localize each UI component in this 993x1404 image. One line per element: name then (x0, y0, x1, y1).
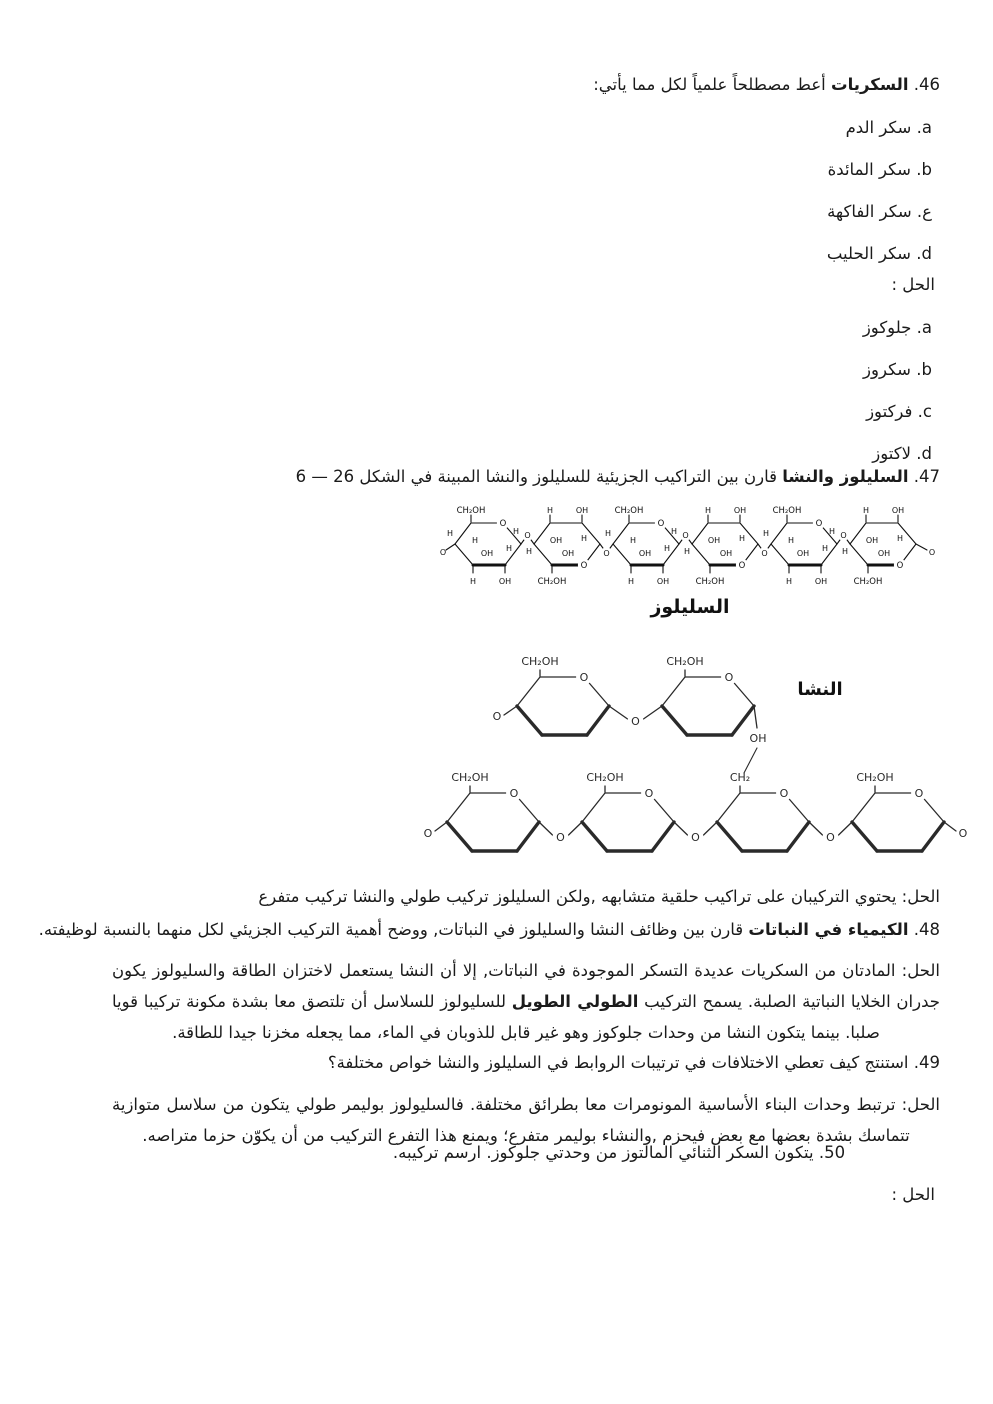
svg-text:H: H (469, 577, 477, 586)
svg-text:O: O (914, 786, 924, 800)
solution-49: الحل: ترتبط وحدات البناء الأساسية المونومرات معا بطرائق مختلفة. فالسليولوز بوليمر طولي يتكون من سلاسل متوازية تتماسك بشدة بعضها مع بعض فيحزم ,والنشاء بوليمر متفرع؛ ويمنع هذا التفرع التركيب من أن يكوّن حزما متراصه. (112, 1094, 940, 1145)
svg-text:H: H (670, 527, 678, 536)
question-46 (593, 74, 940, 95)
svg-text:O: O (492, 710, 502, 723)
list-item (866, 401, 932, 422)
svg-text:H: H (525, 547, 533, 556)
svg-text:O: O (958, 827, 968, 840)
item-text: لاكتوز (872, 443, 912, 463)
svg-text:O: O (761, 548, 768, 558)
svg-text:H: H (512, 527, 520, 536)
svg-text:OH: OH (498, 577, 512, 586)
svg-text:O: O (579, 670, 589, 684)
item-text: سكر الفاكهة (827, 201, 912, 221)
svg-text:OH: OH (796, 549, 810, 558)
item-letter: a. (916, 317, 932, 337)
cellulose-figure-caption: السليلوز (650, 596, 730, 618)
svg-text:OH: OH (638, 549, 652, 558)
svg-text:H: H (896, 534, 904, 543)
svg-text:OH: OH (865, 536, 879, 545)
svg-text:O: O (657, 519, 665, 530)
svg-text:OH: OH (656, 577, 670, 586)
svg-text:OH: OH (719, 549, 733, 558)
question-47-keyword: السليلوز والنشا (782, 466, 909, 486)
svg-text:CH₂OH: CH₂OH (614, 506, 644, 516)
svg-text:H: H (580, 534, 588, 543)
item-text: سكر المائدة (827, 159, 912, 179)
svg-text:CH₂OH: CH₂OH (695, 577, 725, 587)
svg-text:O: O (499, 519, 507, 530)
svg-text:O: O (631, 714, 640, 728)
svg-text:CH₂OH: CH₂OH (451, 771, 489, 784)
solution-47: الحل: يحتوي التركيبان على تراكيب حلقية متشابهه ,ولكن السليلوز تركيب طولي والنشا تركيب متفرع (258, 886, 940, 906)
svg-text:H: H (738, 534, 746, 543)
item-text: سكر الحليب (826, 243, 912, 263)
svg-text:O: O (440, 548, 447, 557)
question-48-text: قارن بين وظائف النشا والسليلوز في النباتات, ووضح أهمية التركيب الجزيئي لكل منهما بالنسبة لوظيفته. (38, 919, 749, 939)
item-letter: a. (916, 117, 932, 137)
svg-text:O: O (779, 786, 789, 800)
svg-text:CH₂OH: CH₂OH (772, 506, 802, 516)
svg-text:O: O (691, 830, 700, 844)
svg-text:O: O (928, 548, 936, 557)
question-46-number: 46. (913, 74, 940, 94)
svg-text:O: O (423, 827, 433, 840)
svg-text:H: H (627, 577, 635, 586)
svg-text:CH₂OH: CH₂OH (537, 577, 567, 587)
svg-text:OH: OH (575, 506, 589, 515)
svg-text:H: H (821, 544, 829, 553)
item-letter: d. (916, 443, 932, 463)
svg-text:O: O (580, 561, 588, 572)
svg-text:OH: OH (891, 506, 905, 515)
question-48-keyword: الكيمياء في النباتات (748, 919, 909, 939)
svg-text:H: H (828, 527, 836, 536)
svg-text:O: O (896, 561, 904, 572)
question-47-text: قارن بين التراكيب الجزيئية للسليلوز والنشا المبينة في الشكل 26 — 6 (295, 466, 783, 486)
list-item (872, 443, 932, 464)
svg-text:OH: OH (480, 549, 494, 558)
item-text: جلوكوز (862, 317, 912, 337)
svg-text:O: O (840, 530, 847, 540)
item-text: سكر الدم (845, 117, 912, 137)
svg-text:CH₂OH: CH₂OH (456, 506, 486, 516)
starch-structure-figure (418, 640, 970, 875)
item-letter: d. (916, 243, 932, 263)
list-item (827, 201, 932, 222)
svg-text:CH₂OH: CH₂OH (666, 655, 704, 668)
svg-text:H: H (546, 506, 554, 515)
solution-48: الحل: المادتان من السكريات عديدة التسكر الموجودة في النباتات, إلا أن النشا يستعمل لاختزان الطاقة والسليولوز يكون جدران الخلايا النباتية الصلبة. يسمح التركيب الطولي الطويل للسليولوز للسلاسل أن تلتصق معا بشدة مكونة تركيبا قويا صلبا. بينما يتكون النشا من وحدات جلوكوز وهو غير قابل للذوبان في الماء، مما يجعله مخزنا جيدا للطاقة. (112, 960, 940, 1042)
svg-text:H: H (704, 506, 712, 515)
cellulose-structure-figure (440, 494, 940, 594)
svg-text:H: H (787, 536, 795, 545)
svg-text:CH₂OH: CH₂OH (856, 771, 894, 784)
svg-text:OH: OH (733, 506, 747, 515)
list-item (828, 159, 932, 180)
svg-text:O: O (724, 670, 734, 684)
svg-text:H: H (629, 536, 637, 545)
svg-text:CH₂OH: CH₂OH (586, 771, 624, 784)
svg-text:O: O (644, 786, 654, 800)
question-46-text: أعط مصطلحاً علمياً لكل مما يأتي: (593, 74, 832, 94)
list-item (827, 243, 932, 264)
svg-text:O: O (815, 519, 823, 530)
svg-text:H: H (471, 536, 479, 545)
svg-text:OH: OH (814, 577, 828, 586)
question-47-number: 47. (913, 466, 940, 486)
svg-text:H: H (604, 529, 612, 538)
svg-text:O: O (509, 786, 519, 800)
svg-text:H: H (762, 529, 770, 538)
item-text: فركتوز (866, 401, 913, 421)
svg-text:CH₂OH: CH₂OH (853, 577, 883, 587)
question-50: 50. يتكون السكر الثنائي المالتوز من وحدتي جلوكوز. ارسم تركيبه. (392, 1142, 846, 1162)
list-item (846, 117, 932, 138)
item-text: سكروز (863, 359, 912, 379)
starch-figure-caption: النشا (797, 679, 843, 700)
svg-text:OH: OH (749, 732, 767, 745)
svg-text:H: H (683, 547, 691, 556)
svg-text:H: H (446, 529, 454, 538)
svg-text:H: H (663, 544, 671, 553)
item-letter: b. (916, 159, 932, 179)
question-49: 49. استنتج كيف تعطي الاختلافات في ترتيبات الروابط في السليلوز والنشا خواص مختلفة؟ (327, 1052, 940, 1072)
solution-label-46: الحل : (891, 274, 935, 294)
svg-text:H: H (785, 577, 793, 586)
svg-text:H: H (862, 506, 870, 515)
list-item (863, 317, 932, 338)
svg-text:OH: OH (561, 549, 575, 558)
item-letter: b. (916, 359, 932, 379)
svg-text:OH: OH (877, 549, 891, 558)
svg-text:OH: OH (707, 536, 721, 545)
svg-text:O: O (524, 530, 531, 540)
svg-text:O: O (603, 548, 610, 558)
svg-text:OH: OH (549, 536, 563, 545)
question-47 (296, 466, 940, 487)
question-46-keyword: السكريات (831, 74, 909, 94)
item-letter: ع. (916, 201, 932, 221)
svg-text:H: H (505, 544, 513, 553)
list-item (863, 359, 932, 380)
svg-text:O: O (738, 561, 746, 572)
question-48-number: 48. (913, 919, 940, 939)
item-letter: c. (917, 401, 932, 421)
question-48 (39, 919, 940, 940)
svg-text:O: O (682, 530, 689, 540)
svg-text:CH₂: CH₂ (729, 771, 751, 784)
svg-text:O: O (556, 830, 565, 844)
svg-text:O: O (826, 830, 835, 844)
svg-text:CH₂OH: CH₂OH (521, 655, 559, 668)
svg-text:H: H (841, 547, 849, 556)
solution-label-50: الحل : (891, 1184, 935, 1204)
